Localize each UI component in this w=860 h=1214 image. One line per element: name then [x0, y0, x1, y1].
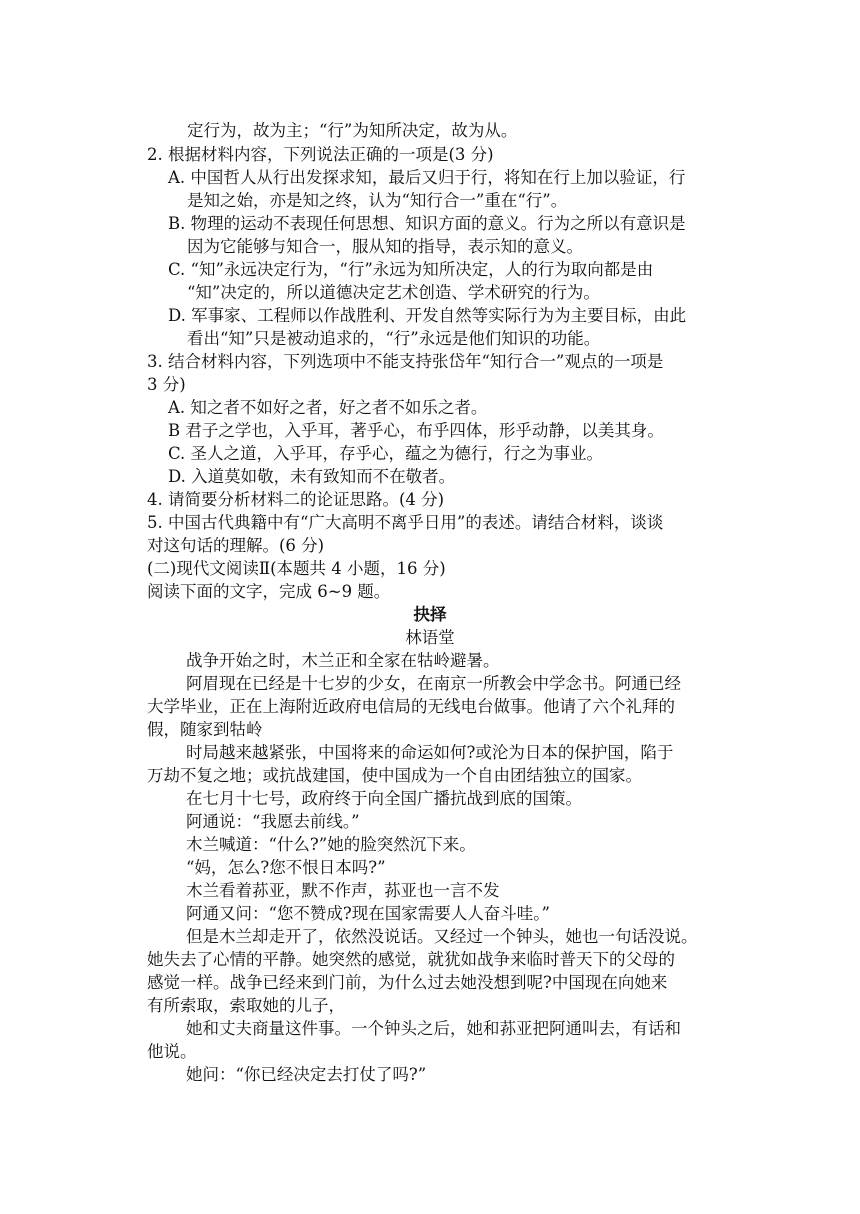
- reading-instruction: 阅读下面的文字，完成 6~9 题。: [147, 582, 391, 601]
- option-2d-cont: 看出“知”只是被动追求的，“行”永远是他们知识的功能。: [187, 329, 601, 348]
- paragraph-line: 感觉一样。战争已经来到门前，为什么过去她没想到呢?中国现在向她来: [147, 973, 668, 992]
- article-author: 林语堂: [405, 628, 455, 647]
- option-2b-cont: 因为它能够与知合一，服从知的指导，表示知的意义。: [187, 237, 583, 256]
- option-2a: A. 中国哲人从行出发探求知，最后又归于行，将知在行上加以验证，行: [168, 168, 686, 187]
- dialogue-line: “妈，怎么?您不恨日本吗?”: [186, 858, 386, 877]
- paragraph-line: 在七月十七号，政府终于向全国广播抗战到底的国策。: [186, 789, 582, 808]
- option-3b: B 君子之学也，入乎耳，著乎心，布乎四体，形乎动静，以美其身。: [168, 421, 664, 440]
- question-3-cont: 3 分): [147, 375, 186, 394]
- paragraph-line: 阿眉现在已经是十七岁的少女，在南京一所教会中学念书。阿通已经: [186, 674, 681, 693]
- paragraph-line: 他说。: [147, 1042, 197, 1061]
- dialogue-line: 阿通说：“我愿去前线。”: [186, 812, 360, 831]
- dialogue-line: 她问：“你已经决定去打仗了吗?”: [186, 1065, 427, 1084]
- option-3c: C. 圣人之道，入乎耳，存乎心，蕴之为德行，行之为事业。: [168, 444, 604, 463]
- paragraph-line: 大学毕业，正在上海附近政府电信局的无线电台做事。他请了六个礼拜的: [147, 697, 675, 716]
- paragraph-line: 时局越来越紧张，中国将来的命运如何?或沦为日本的保护国，陷于: [186, 743, 674, 762]
- paragraph-line: 她失去了心情的平静。她突然的感觉，就犹如战争来临时普天下的父母的: [147, 950, 675, 969]
- option-2b: B. 物理的运动不表现任何思想、知识方面的意义。行为之所以有意识是: [168, 214, 686, 233]
- dialogue-line: 木兰喊道：“什么?”她的脸突然沉下来。: [186, 835, 476, 854]
- paragraph-line: 战争开始之时，木兰正和全家在牯岭避暑。: [186, 651, 500, 670]
- option-3d: D. 入道莫如敬，未有致知而不在敬者。: [168, 467, 456, 486]
- question-2: 2. 根据材料内容，下列说法正确的一项是(3 分): [147, 145, 494, 164]
- paragraph-line: 假，随家到牯岭: [147, 720, 263, 739]
- option-3a: A. 知之者不如好之者，好之者不如乐之者。: [168, 398, 488, 417]
- question-5: 5. 中国古代典籍中有“广大高明不离乎日用”的表述。请结合材料，谈谈: [147, 513, 664, 532]
- section-heading: (二)现代文阅读Ⅱ(本题共 4 小题，16 分): [147, 559, 446, 578]
- paragraph-line: 有所索取，索取她的儿子，: [147, 996, 345, 1015]
- text-line: 定行为，故为主；“行”为知所决定，故为从。: [187, 121, 518, 140]
- question-3: 3. 结合材料内容，下列选项中不能支持张岱年“知行合一”观点的一项是: [147, 352, 664, 371]
- question-5-cont: 对这句话的理解。(6 分): [147, 536, 325, 555]
- option-2a-cont: 是知之始，亦是知之终，认为“知行合一”重在“行”。: [187, 191, 568, 210]
- paragraph-line: 但是木兰却走开了，依然没说话。又经过一个钟头，她也一句话没说。: [186, 927, 698, 946]
- paragraph-line: 她和丈夫商量这件事。一个钟头之后，她和荪亚把阿通叫去，有话和: [186, 1019, 681, 1038]
- article-title: 抉择: [413, 605, 447, 624]
- paragraph-line: 万劫不复之地；或抗战建国，使中国成为一个自由团结独立的国家。: [147, 766, 642, 785]
- option-2c-cont: “知”决定的，所以道德决定艺术创造、学术研究的行为。: [187, 283, 600, 302]
- option-2c: C. “知”永远决定行为，“行”永远为知所决定，人的行为取向都是由: [168, 260, 654, 279]
- dialogue-line: 阿通又问：“您不赞成?现在国家需要人人奋斗哇。”: [186, 904, 550, 923]
- option-2d: D. 军事家、工程师以作战胜利、开发自然等实际行为为主要目标，由此: [168, 306, 687, 325]
- paragraph-line: 木兰看着荪亚，默不作声，荪亚也一言不发: [186, 881, 500, 900]
- question-4: 4. 请简要分析材料二的论证思路。(4 分): [147, 490, 445, 509]
